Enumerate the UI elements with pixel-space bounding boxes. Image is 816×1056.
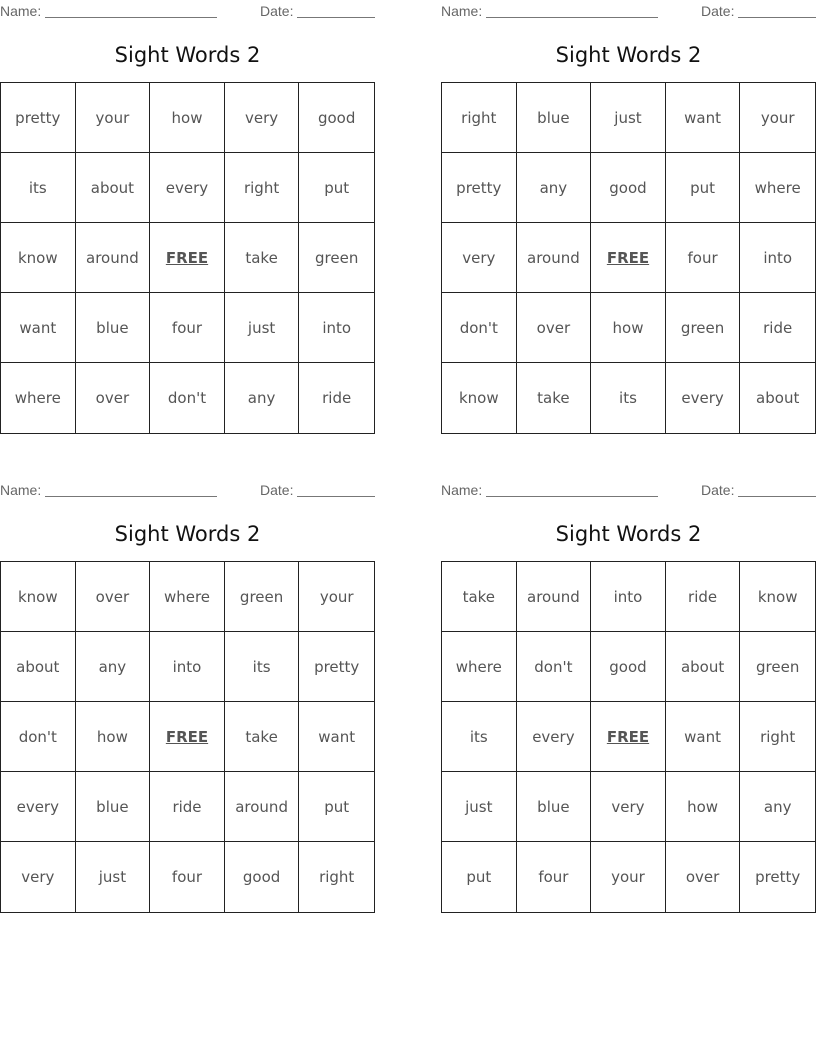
word-cell: green [299,223,374,293]
word-cell: know [442,363,517,433]
word-cell: take [225,702,300,772]
word-cell: right [319,868,355,886]
word-cell: blue [76,293,151,363]
word-cell: blue [517,772,592,842]
word-cell: any [76,632,151,702]
word-cell: take [442,562,517,632]
word-cell: want [1,293,76,363]
word-cell: pretty [1,83,76,153]
card-title: Sight Words 2 [555,522,702,546]
word-cell: right [442,83,517,153]
word-cell: over [666,842,741,912]
name-line [45,482,217,497]
name-line [486,482,658,497]
word-cell: into [591,562,666,632]
word-cell: its [225,632,300,702]
word-cell: your [76,83,151,153]
bingo-grid [441,561,816,913]
bingo-card [0,0,375,440]
word-cell: any [225,363,300,433]
word-cell: about [1,632,76,702]
date-line [738,482,816,497]
word-cell: four [150,842,225,912]
word-cell: your [740,83,815,153]
word-cell: good [225,842,300,912]
word-cell: just [591,83,666,153]
word-cell: good [299,83,374,153]
word-cell: where [150,562,225,632]
word-cell: into [150,632,225,702]
word-cell: pretty [755,868,801,886]
word-cell: green [740,632,815,702]
bingo-card [441,479,816,919]
word-cell: put [442,842,517,912]
date-label: Date: [701,3,735,19]
word-cell: over [76,363,151,433]
word-cell: want [666,702,741,772]
word-cell: its [591,363,666,433]
word-cell: about [76,153,151,223]
word-cell: don't [517,632,592,702]
word-cell: four [150,293,225,363]
free-space-cell: FREE [591,702,666,772]
word-cell: take [225,223,300,293]
word-cell: over [76,562,151,632]
word-cell: four [517,842,592,912]
word-cell: take [517,363,592,433]
free-space-cell: FREE [150,223,225,293]
word-cell: good [591,632,666,702]
card-header [0,482,375,498]
name-line [45,3,217,18]
word-cell: every [517,702,592,772]
word-cell: about [756,389,800,407]
word-cell: its [442,702,517,772]
word-cell: its [1,153,76,223]
word-cell: don't [1,702,76,772]
card-header [441,482,816,498]
word-cell: very [442,223,517,293]
word-cell: your [591,842,666,912]
word-cell: around [517,562,592,632]
word-cell: ride [740,293,815,363]
word-cell: how [150,83,225,153]
word-cell: any [517,153,592,223]
word-cell: very [225,83,300,153]
bingo-card [441,0,816,440]
word-cell: how [666,772,741,842]
word-cell: just [442,772,517,842]
name-label: Name: [441,482,483,498]
word-cell: over [517,293,592,363]
card-title: Sight Words 2 [114,522,261,546]
word-cell: green [225,562,300,632]
date-line [738,3,816,18]
card-title: Sight Words 2 [114,43,261,67]
word-cell: every [1,772,76,842]
word-cell: right [225,153,300,223]
word-cell: put [299,772,374,842]
word-cell: blue [76,772,151,842]
word-cell: blue [517,83,592,153]
word-cell: ride [322,389,352,407]
word-cell: green [666,293,741,363]
bingo-grid [0,82,375,434]
word-cell: want [666,83,741,153]
word-cell: very [591,772,666,842]
word-cell: pretty [442,153,517,223]
word-cell: put [299,153,374,223]
word-cell: about [666,632,741,702]
name-label: Name: [0,482,42,498]
word-cell: very [1,842,76,912]
word-cell: know [1,562,76,632]
card-header [0,3,375,19]
word-cell: just [76,842,151,912]
word-cell: where [740,153,815,223]
date-line [297,482,375,497]
word-cell: where [1,363,76,433]
word-cell: where [442,632,517,702]
card-title: Sight Words 2 [555,43,702,67]
name-label: Name: [0,3,42,19]
date-label: Date: [701,482,735,498]
bingo-card [0,479,375,919]
free-space-cell: FREE [150,702,225,772]
word-cell: four [666,223,741,293]
word-cell: how [591,293,666,363]
word-cell: ride [666,562,741,632]
word-cell: pretty [299,632,374,702]
word-cell: ride [150,772,225,842]
bingo-grid [0,561,375,913]
free-space-cell: FREE [591,223,666,293]
word-cell: know [1,223,76,293]
word-cell: into [299,293,374,363]
card-header [441,3,816,19]
word-cell: don't [442,293,517,363]
word-cell: just [225,293,300,363]
word-cell: any [740,772,815,842]
word-cell: around [225,772,300,842]
name-label: Name: [441,3,483,19]
word-cell: how [76,702,151,772]
word-cell: good [591,153,666,223]
word-cell: your [299,562,374,632]
word-cell: every [150,153,225,223]
word-cell: don't [150,363,225,433]
word-cell: know [740,562,815,632]
date-line [297,3,375,18]
word-cell: every [666,363,741,433]
date-label: Date: [260,3,294,19]
word-cell: around [76,223,151,293]
word-cell: around [517,223,592,293]
word-cell: into [740,223,815,293]
word-cell: right [740,702,815,772]
name-line [486,3,658,18]
word-cell: want [299,702,374,772]
date-label: Date: [260,482,294,498]
word-cell: put [666,153,741,223]
bingo-grid [441,82,816,434]
